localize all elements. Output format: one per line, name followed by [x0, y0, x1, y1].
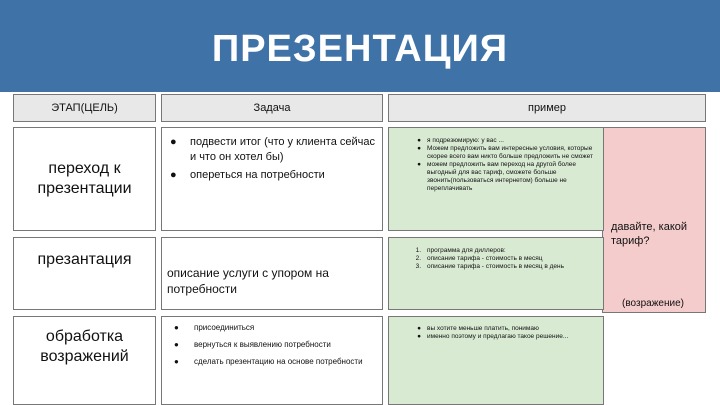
header-stage-label: ЭТАП(ЦЕЛЬ) [51, 102, 118, 114]
stage-row-2-label: презантация [37, 251, 132, 268]
page-title: ПРЕЗЕНТАЦИЯ [211, 28, 509, 70]
task-list-row-3 [166, 322, 376, 367]
list-item [166, 339, 376, 350]
list-item [166, 356, 376, 367]
task-list-row-1 [162, 135, 376, 183]
bullet-icon: ● [417, 325, 421, 332]
item-number: 2. [415, 255, 421, 262]
side-note-text: давайте, какой тариф? [611, 221, 688, 247]
example-list-row-1 [399, 137, 597, 193]
example-text: Можем предложить вам интересные условия, которые скорее всего вам никто больше предложить не сможет [427, 145, 594, 160]
header-example-label: пример [527, 102, 567, 114]
task-row-3 [161, 316, 383, 405]
list-item [162, 168, 376, 183]
bullet-icon: ● [174, 323, 179, 332]
example-text: описание тарифа - стоимость в месяц [427, 255, 543, 262]
bullet-icon: ● [417, 145, 421, 152]
example-text: можем предложить вам переход на другой более выгодный для вас тариф, сможете больше звонить(пользоваться интернетом) больше не переплачивать [427, 161, 577, 192]
list-item [399, 247, 597, 255]
stage-row-3 [13, 316, 156, 405]
task-text: сделать презентацию на основе потребности [194, 357, 363, 366]
bullet-icon: ● [170, 169, 177, 181]
list-item [162, 135, 376, 165]
header-task-label: Задача [253, 102, 291, 114]
task-text: присоединиться [194, 323, 255, 332]
list-item [399, 263, 597, 271]
example-text: именно поэтому и предлагаю такое решение... [427, 333, 569, 340]
bullet-icon: ● [170, 136, 177, 148]
bullet-icon: ● [417, 137, 421, 144]
bullet-icon: ● [417, 161, 421, 168]
list-item [399, 255, 597, 263]
list-item [399, 137, 597, 145]
example-row-3 [388, 316, 604, 405]
side-note [602, 127, 706, 313]
header-stage [13, 94, 156, 122]
list-item [399, 145, 597, 161]
example-text: описание тарифа - стоимость в месяц в день [427, 263, 564, 270]
stage-row-3-label: обработка возражений [40, 328, 129, 365]
item-number: 1. [415, 247, 421, 254]
bullet-icon: ● [174, 357, 179, 366]
example-row-1 [388, 127, 604, 231]
bullet-icon: ● [174, 340, 179, 349]
stage-row-1-label: переход к презентации [37, 160, 132, 197]
example-text: вы хотите меньше платить, понимаю [427, 325, 539, 332]
task-row-2 [161, 237, 383, 310]
bullet-icon: ● [417, 333, 421, 340]
item-number: 3. [415, 263, 421, 270]
task-text: опереться на потребности [190, 169, 325, 181]
task-text: подвести итог (что у клиента сейчас и что он хотел бы) [190, 136, 376, 163]
list-item [166, 322, 376, 333]
example-text: программа для диллеров: [427, 247, 506, 254]
example-text: я подрезюмирую: у вас ... [427, 137, 504, 144]
header-example [388, 94, 706, 122]
task-text: описание услуги с упором на потребности [167, 266, 329, 296]
task-text: вернуться к выявлению потребности [194, 340, 331, 349]
task-row-1 [161, 127, 383, 231]
stage-row-2 [13, 237, 156, 310]
list-item [399, 161, 597, 193]
example-list-row-3 [399, 325, 597, 341]
list-item [399, 325, 597, 333]
side-note-objection: (возражение) [622, 298, 684, 309]
stage-row-1 [13, 127, 156, 231]
list-item [399, 333, 597, 341]
example-row-2 [388, 237, 604, 310]
header-task [161, 94, 383, 122]
example-list-row-2 [399, 247, 597, 271]
